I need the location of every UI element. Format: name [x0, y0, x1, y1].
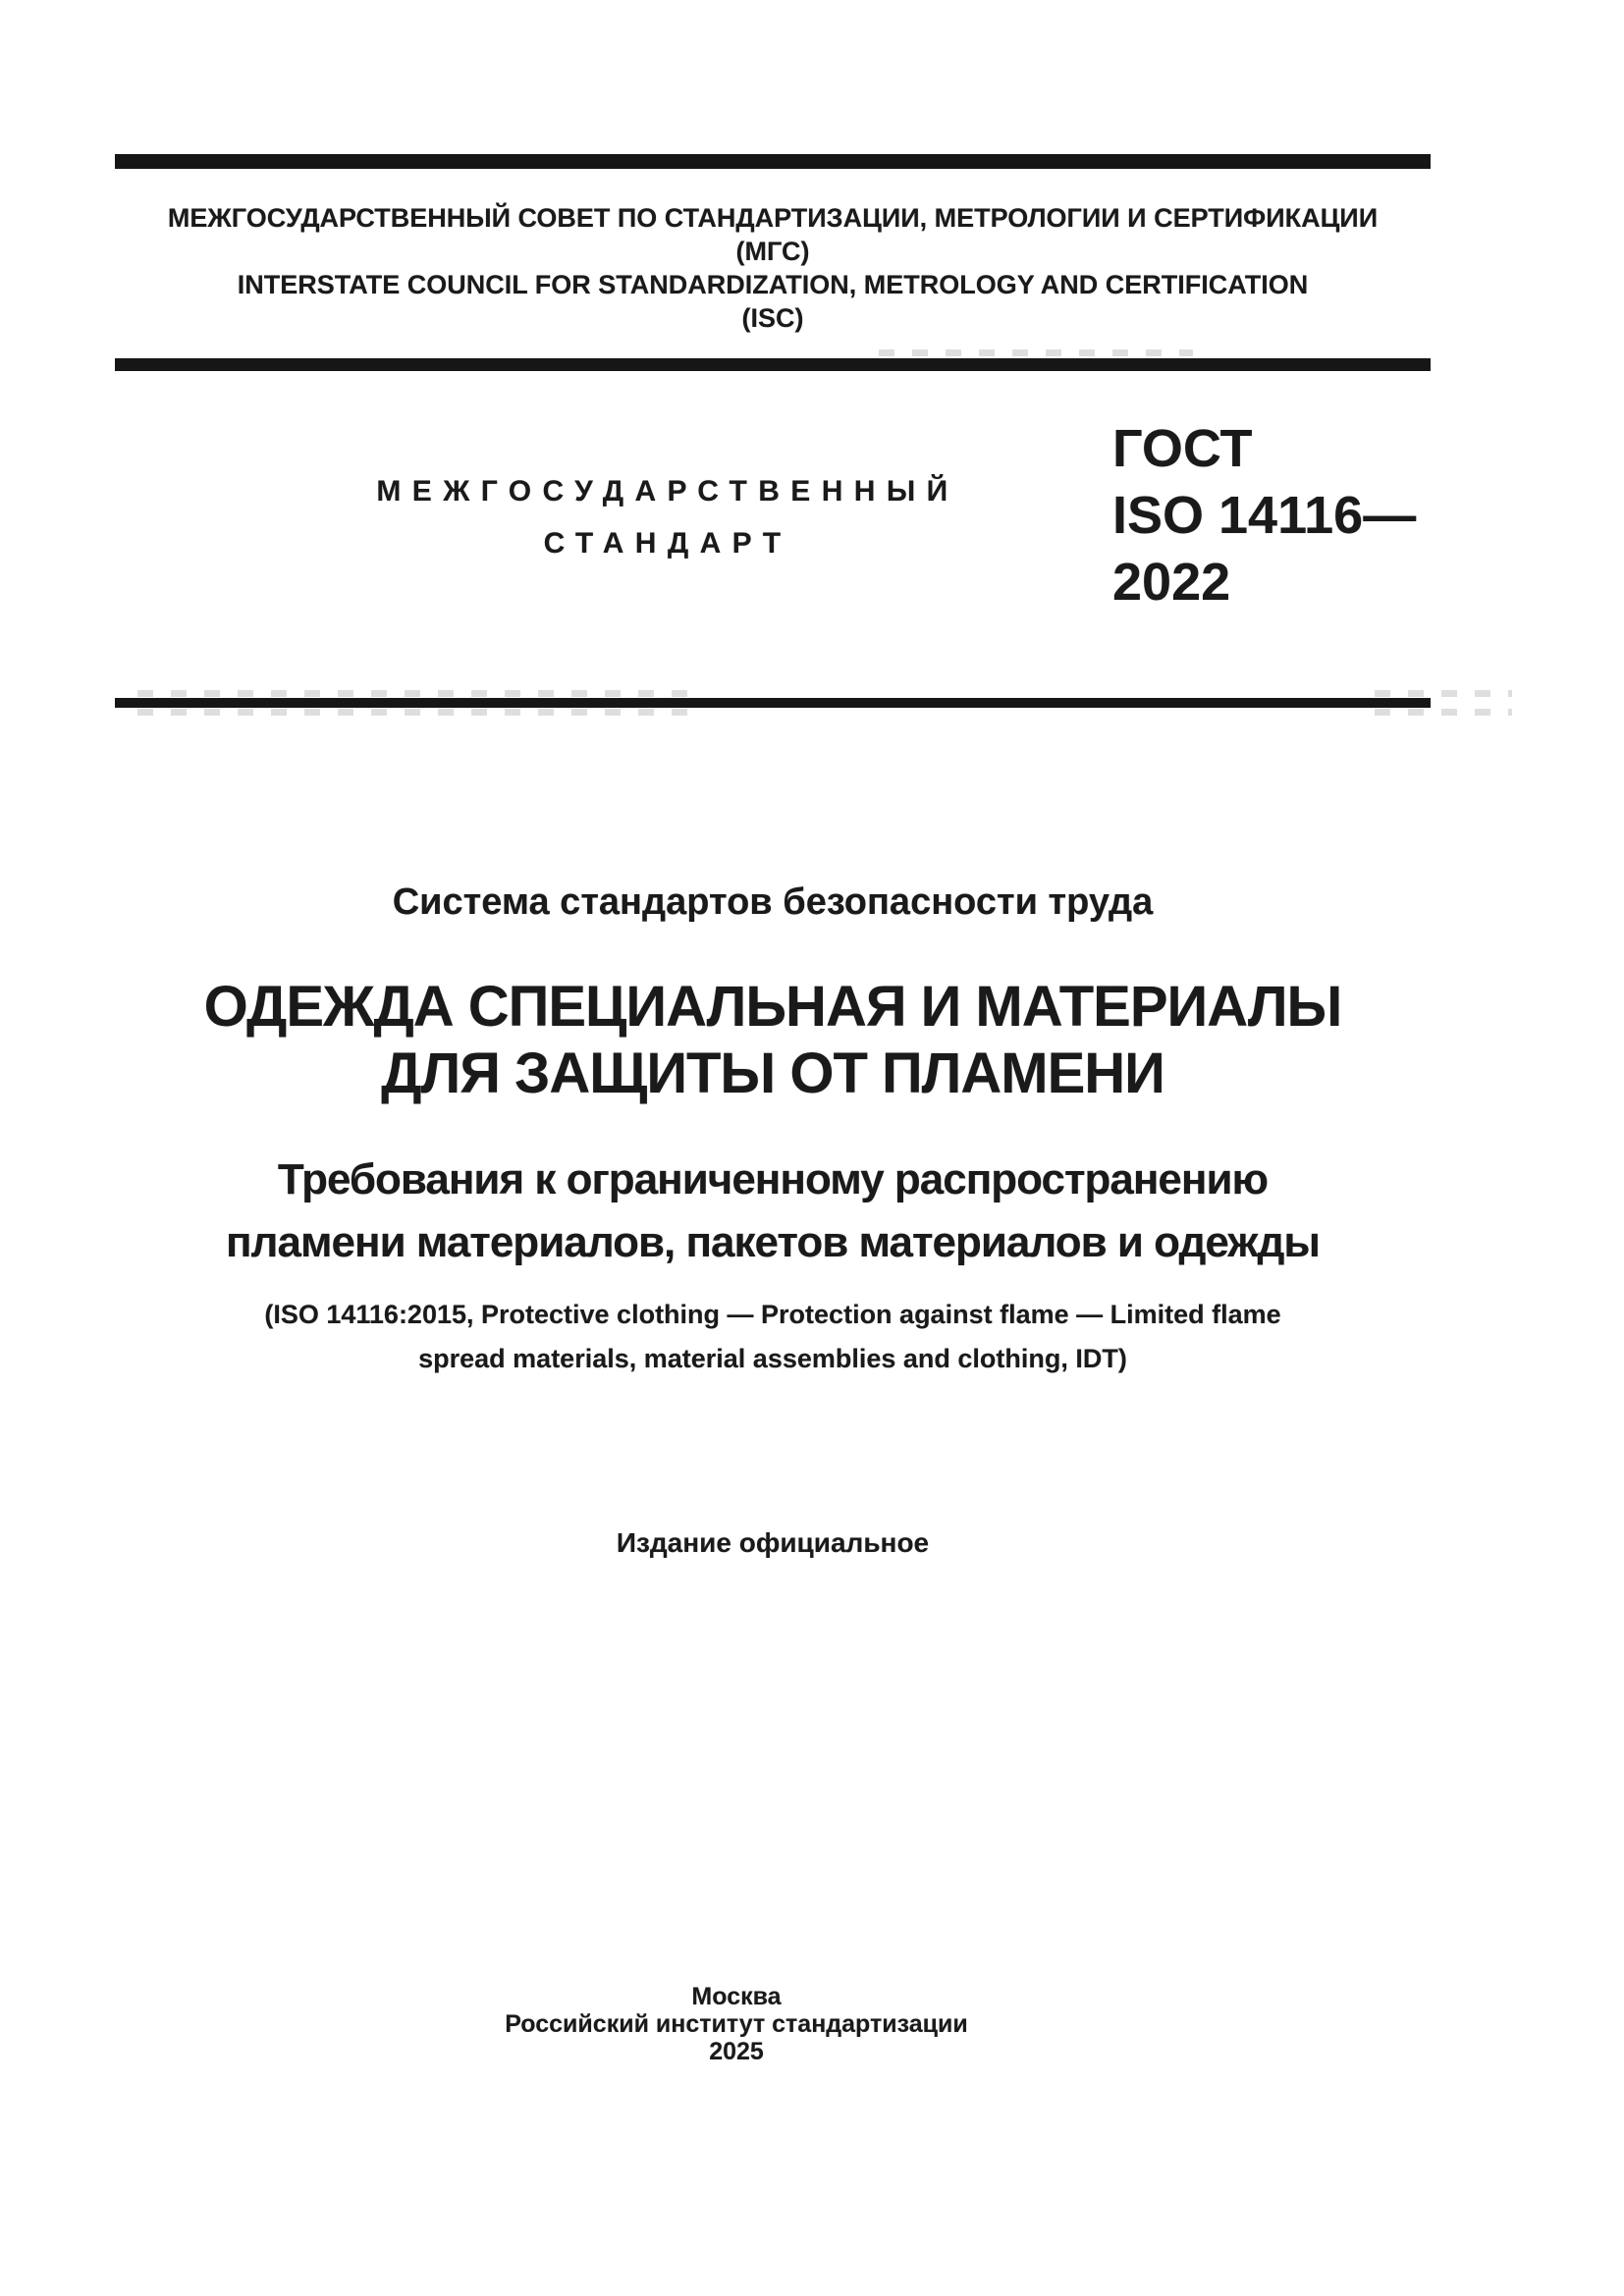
subtitle-line1: Требования к ограниченному распространению — [277, 1155, 1269, 1203]
standard-type-line2: СТАНДАРТ — [543, 527, 792, 560]
imprint — [79, 1983, 1394, 2065]
standard-type-line1: МЕЖГОСУДАРСТВЕННЫЙ — [376, 475, 959, 507]
scan-artifact — [1375, 709, 1512, 716]
council-name-ru: МЕЖГОСУДАРСТВЕННЫЙ СОВЕТ ПО СТАНДАРТИЗАЦИИ, МЕТРОЛОГИИ И СЕРТИФИКАЦИИ — [167, 203, 1379, 233]
subtitle — [115, 1148, 1431, 1274]
separator-bar-bottom — [115, 698, 1431, 708]
standard-type-label — [115, 465, 1220, 569]
separator-bar-middle — [115, 358, 1431, 371]
council-name-en: INTERSTATE COUNCIL FOR STANDARDIZATION, METROLOGY AND CERTIFICATION — [237, 270, 1309, 299]
scan-artifact — [137, 690, 687, 697]
iso-reference-line2: spread materials, material assemblies and clothing, IDT) — [418, 1344, 1127, 1373]
imprint-year: 2025 — [709, 2038, 764, 2065]
scan-artifact — [137, 709, 687, 716]
imprint-city: Москва — [691, 1983, 782, 2010]
main-title — [115, 974, 1431, 1107]
scan-artifact — [1375, 690, 1512, 697]
designation-line3: 2022 — [1112, 553, 1231, 612]
designation-line2: ISO 14116— — [1112, 486, 1417, 545]
council-abbr-en: (ISC) — [741, 303, 804, 333]
main-title-line2: ДЛЯ ЗАЩИТЫ ОТ ПЛАМЕНИ — [381, 1041, 1164, 1105]
scan-artifact — [879, 349, 1193, 356]
subtitle-line2: пламени материалов, пакетов материалов и одежды — [225, 1218, 1320, 1266]
iso-reference — [115, 1293, 1431, 1381]
imprint-publisher: Российский институт стандартизации — [505, 2010, 968, 2038]
iso-reference-line1: (ISO 14116:2015, Protective clothing — Protection against flame — Limited flame — [264, 1300, 1281, 1329]
designation-line1: ГОСТ — [1112, 419, 1253, 478]
council-abbr-ru: (МГС) — [735, 237, 810, 266]
council-header — [115, 201, 1431, 335]
standards-system-title: Система стандартов безопасности труда — [392, 881, 1154, 923]
main-title-line1: ОДЕЖДА СПЕЦИАЛЬНАЯ И МАТЕРИАЛЫ — [203, 975, 1342, 1039]
edition-note: Издание официальное — [616, 1527, 930, 1558]
standard-designation — [1112, 415, 1436, 615]
separator-bar-top — [115, 154, 1431, 169]
